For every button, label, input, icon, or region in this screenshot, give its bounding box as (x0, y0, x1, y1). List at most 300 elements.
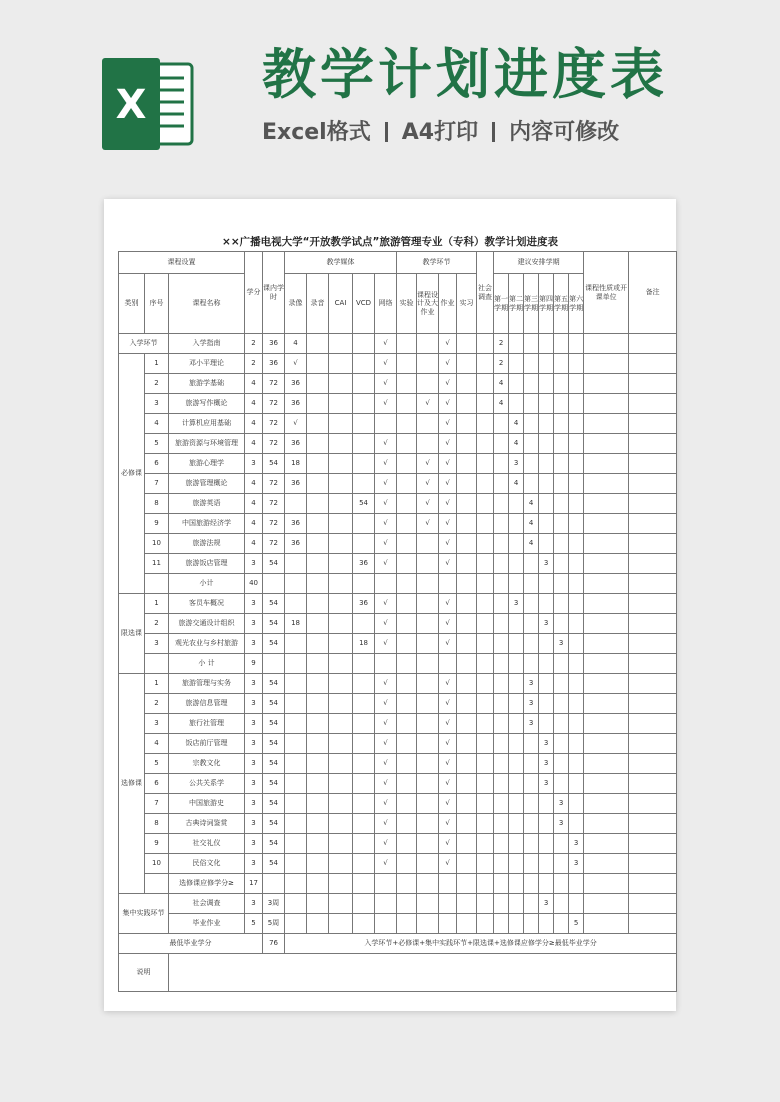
survey (477, 434, 494, 454)
sem2: 3 (509, 594, 524, 614)
table-row (119, 434, 677, 454)
table-row (119, 634, 677, 654)
homework: √ (439, 634, 457, 654)
course-name: 计算机应用基础 (169, 414, 245, 434)
credit: 3 (245, 754, 263, 774)
seq: 1 (145, 674, 169, 694)
network: √ (375, 474, 397, 494)
homework: √ (439, 714, 457, 734)
sem5 (554, 614, 569, 634)
subtitle-format: Excel格式 (262, 120, 371, 145)
hours: 72 (263, 534, 285, 554)
header-nature: 课程性质或开课单位 (584, 252, 629, 334)
audio (307, 394, 329, 414)
sem5: 3 (554, 814, 569, 834)
remark (629, 594, 677, 614)
cai (329, 414, 353, 434)
table-row (119, 754, 677, 774)
video (285, 854, 307, 874)
nature (584, 594, 629, 614)
vcd (353, 434, 375, 454)
table-row (119, 734, 677, 754)
vcd: 54 (353, 494, 375, 514)
table-row (119, 454, 677, 474)
nature (584, 714, 629, 734)
table-row (119, 774, 677, 794)
nature (584, 514, 629, 534)
header-credit: 学分 (245, 252, 263, 334)
survey (477, 614, 494, 634)
video (285, 834, 307, 854)
survey (477, 514, 494, 534)
sem4: 3 (539, 554, 554, 574)
design (417, 834, 439, 854)
sem3 (524, 734, 539, 754)
experiment (397, 794, 417, 814)
nature (584, 414, 629, 434)
design (417, 694, 439, 714)
sem2: 4 (509, 434, 524, 454)
header-cai: CAI (329, 274, 353, 334)
sem2 (509, 394, 524, 414)
vcd (353, 674, 375, 694)
homework: √ (439, 834, 457, 854)
audio (307, 614, 329, 634)
design: √ (417, 474, 439, 494)
design: √ (417, 394, 439, 414)
network: √ (375, 774, 397, 794)
video: 4 (285, 334, 307, 354)
vcd (353, 514, 375, 534)
audio (307, 594, 329, 614)
table-row (119, 554, 677, 574)
course-name: 社交礼仪 (169, 834, 245, 854)
sem2 (509, 674, 524, 694)
network: √ (375, 554, 397, 574)
sem4 (539, 474, 554, 494)
video: 36 (285, 514, 307, 534)
remark (629, 834, 677, 854)
vcd (353, 734, 375, 754)
cai (329, 714, 353, 734)
subtotal-label: 小 计 (169, 654, 245, 674)
homework: √ (439, 814, 457, 834)
excel-logo-icon (100, 58, 196, 150)
category-label: 必修课 (119, 354, 145, 594)
credit: 4 (245, 494, 263, 514)
nature (584, 694, 629, 714)
vcd (353, 854, 375, 874)
sem1 (494, 434, 509, 454)
sem3 (524, 474, 539, 494)
cai (329, 354, 353, 374)
cai (329, 474, 353, 494)
header-media: 教学媒体 (285, 252, 397, 274)
credit: 4 (245, 514, 263, 534)
practice (457, 354, 477, 374)
sem4 (539, 814, 554, 834)
sem2 (509, 694, 524, 714)
credit: 3 (245, 714, 263, 734)
sem6 (569, 774, 584, 794)
homework: √ (439, 674, 457, 694)
course-name: 宗教文化 (169, 754, 245, 774)
remark (629, 514, 677, 534)
practice (457, 734, 477, 754)
vcd (353, 454, 375, 474)
banner-subtitle (262, 122, 619, 144)
network: √ (375, 814, 397, 834)
sem3 (524, 434, 539, 454)
table-row (119, 914, 677, 934)
credit: 5 (245, 914, 263, 934)
homework: √ (439, 374, 457, 394)
subtotal-credit: 17 (245, 874, 263, 894)
header-course-name: 课程名称 (169, 274, 245, 334)
subtotal-row (119, 654, 677, 674)
sem4: 3 (539, 754, 554, 774)
design (417, 434, 439, 454)
sem1 (494, 594, 509, 614)
video: 36 (285, 374, 307, 394)
course-name: 毕业作业 (169, 914, 245, 934)
video: √ (285, 414, 307, 434)
course-name: 旅游写作概论 (169, 394, 245, 414)
sem2 (509, 754, 524, 774)
sem5 (554, 414, 569, 434)
sem2 (509, 534, 524, 554)
practice (457, 454, 477, 474)
sem3 (524, 414, 539, 434)
sem4 (539, 394, 554, 414)
table-row (119, 514, 677, 534)
remark (629, 414, 677, 434)
hours: 72 (263, 494, 285, 514)
header-video: 录像 (285, 274, 307, 334)
sem6: 5 (569, 914, 584, 934)
video: 36 (285, 534, 307, 554)
table-row (119, 714, 677, 734)
experiment (397, 454, 417, 474)
sem2 (509, 354, 524, 374)
audio (307, 354, 329, 374)
course-name: 旅游管理与实务 (169, 674, 245, 694)
credit: 4 (245, 394, 263, 414)
header-sem4: 第四学期 (539, 274, 554, 334)
header-design: 课程设计及大作业 (417, 274, 439, 334)
header-hours: 课内学时 (263, 252, 285, 334)
sem3 (524, 634, 539, 654)
hours: 54 (263, 774, 285, 794)
sem5 (554, 774, 569, 794)
sem1: 4 (494, 374, 509, 394)
credit: 2 (245, 354, 263, 374)
nature (584, 794, 629, 814)
cai (329, 614, 353, 634)
nature (584, 734, 629, 754)
seq: 10 (145, 854, 169, 874)
network: √ (375, 834, 397, 854)
course-name: 公共关系学 (169, 774, 245, 794)
credit: 3 (245, 634, 263, 654)
audio (307, 794, 329, 814)
cai (329, 454, 353, 474)
design (417, 374, 439, 394)
design (417, 794, 439, 814)
sem5 (554, 494, 569, 514)
credit: 3 (245, 554, 263, 574)
sem3 (524, 854, 539, 874)
audio (307, 834, 329, 854)
remark (629, 394, 677, 414)
network: √ (375, 594, 397, 614)
cai (329, 694, 353, 714)
seq: 3 (145, 394, 169, 414)
audio (307, 734, 329, 754)
sem5 (554, 434, 569, 454)
credit: 4 (245, 414, 263, 434)
sem6: 3 (569, 834, 584, 854)
video: √ (285, 354, 307, 374)
sem2 (509, 854, 524, 874)
sem2: 3 (509, 454, 524, 474)
network: √ (375, 514, 397, 534)
sem6 (569, 474, 584, 494)
header-seq: 序号 (145, 274, 169, 334)
header-sem6: 第六学期 (569, 274, 584, 334)
sem2 (509, 774, 524, 794)
hours: 72 (263, 394, 285, 414)
header-experiment: 实验 (397, 274, 417, 334)
audio (307, 754, 329, 774)
video (285, 794, 307, 814)
vcd (353, 414, 375, 434)
seq: 2 (145, 374, 169, 394)
design: √ (417, 494, 439, 514)
audio (307, 814, 329, 834)
nature (584, 554, 629, 574)
remark (629, 634, 677, 654)
experiment (397, 634, 417, 654)
practice (457, 394, 477, 414)
sem4 (539, 494, 554, 514)
sem1 (494, 774, 509, 794)
course-name: 客员车概况 (169, 594, 245, 614)
sem4 (539, 854, 554, 874)
nature (584, 354, 629, 374)
network: √ (375, 534, 397, 554)
sem5 (554, 534, 569, 554)
hours: 54 (263, 834, 285, 854)
video: 36 (285, 434, 307, 454)
experiment (397, 594, 417, 614)
sem4 (539, 694, 554, 714)
sem5 (554, 834, 569, 854)
sem4 (539, 914, 554, 934)
network: √ (375, 454, 397, 474)
sem6 (569, 674, 584, 694)
sem2 (509, 714, 524, 734)
credit: 4 (245, 374, 263, 394)
sem6: 3 (569, 854, 584, 874)
network: √ (375, 714, 397, 734)
video: 36 (285, 394, 307, 414)
remark (629, 494, 677, 514)
remark (629, 614, 677, 634)
sem6 (569, 614, 584, 634)
sem1 (494, 794, 509, 814)
hours: 54 (263, 714, 285, 734)
cai (329, 674, 353, 694)
credit: 4 (245, 534, 263, 554)
survey (477, 834, 494, 854)
experiment (397, 474, 417, 494)
header-audio: 录音 (307, 274, 329, 334)
sem5 (554, 354, 569, 374)
subtotal-row (119, 574, 677, 594)
sem3 (524, 394, 539, 414)
network: √ (375, 634, 397, 654)
sem5 (554, 554, 569, 574)
header-remark: 备注 (629, 252, 677, 334)
design (417, 614, 439, 634)
experiment (397, 854, 417, 874)
sem4 (539, 374, 554, 394)
header-sem3: 第三学期 (524, 274, 539, 334)
sem2 (509, 374, 524, 394)
network: √ (375, 494, 397, 514)
credit: 3 (245, 774, 263, 794)
survey (477, 634, 494, 654)
sem3 (524, 374, 539, 394)
sem3 (524, 774, 539, 794)
vcd (353, 834, 375, 854)
vcd: 36 (353, 554, 375, 574)
practice (457, 414, 477, 434)
experiment (397, 694, 417, 714)
sem6 (569, 594, 584, 614)
subtotal-label: 小计 (169, 574, 245, 594)
audio (307, 554, 329, 574)
sem4 (539, 454, 554, 474)
entry-label: 入学环节 (119, 334, 169, 354)
sem5 (554, 674, 569, 694)
hours: 54 (263, 594, 285, 614)
audio (307, 374, 329, 394)
sem1 (494, 854, 509, 874)
homework: √ (439, 794, 457, 814)
cai (329, 774, 353, 794)
homework: √ (439, 494, 457, 514)
homework: √ (439, 474, 457, 494)
survey (477, 714, 494, 734)
audio (307, 714, 329, 734)
min-credits-value: 76 (263, 934, 285, 954)
sem3 (524, 354, 539, 374)
network: √ (375, 754, 397, 774)
table-row (119, 794, 677, 814)
audio (307, 454, 329, 474)
course-name: 旅游资源与环境管理 (169, 434, 245, 454)
credit: 2 (245, 334, 263, 354)
min-credits-formula: 入学环节+必修课+集中实践环节+限选课+选修课应修学分≥最低毕业学分 (285, 934, 677, 954)
remark (629, 674, 677, 694)
experiment (397, 354, 417, 374)
sem6 (569, 554, 584, 574)
network: √ (375, 694, 397, 714)
survey (477, 774, 494, 794)
audio (307, 634, 329, 654)
experiment (397, 514, 417, 534)
audio (307, 474, 329, 494)
sem1 (494, 834, 509, 854)
sem4: 3 (539, 734, 554, 754)
cai (329, 794, 353, 814)
sem3: 4 (524, 494, 539, 514)
remark (629, 454, 677, 474)
sem2 (509, 834, 524, 854)
vcd (353, 814, 375, 834)
sem5 (554, 594, 569, 614)
subtotal-credit: 9 (245, 654, 263, 674)
table-row (119, 814, 677, 834)
hours: 54 (263, 674, 285, 694)
seq: 9 (145, 834, 169, 854)
practice (457, 474, 477, 494)
network: √ (375, 614, 397, 634)
audio (307, 494, 329, 514)
header-category: 类别 (119, 274, 145, 334)
survey (477, 494, 494, 514)
hours: 54 (263, 454, 285, 474)
sem4: 3 (539, 894, 554, 914)
header-survey: 社会调查 (477, 252, 494, 334)
vcd: 18 (353, 634, 375, 654)
practice (457, 814, 477, 834)
network: √ (375, 354, 397, 374)
credit: 3 (245, 814, 263, 834)
subtotal-row (119, 874, 677, 894)
sem5 (554, 514, 569, 534)
vcd (353, 694, 375, 714)
banner-title: 教学计划进度表 (262, 43, 668, 106)
subtitle-print: A4打印 (401, 120, 479, 145)
table-row (119, 394, 677, 414)
table-row (119, 854, 677, 874)
nature (584, 814, 629, 834)
hours: 36 (263, 334, 285, 354)
design (417, 734, 439, 754)
hours: 3周 (263, 894, 285, 914)
hours: 54 (263, 854, 285, 874)
course-name: 旅游心理学 (169, 454, 245, 474)
course-name: 旅游交通设计组织 (169, 614, 245, 634)
nature (584, 394, 629, 414)
vcd (353, 394, 375, 414)
experiment (397, 374, 417, 394)
banner (0, 0, 780, 195)
sem6 (569, 754, 584, 774)
vcd (353, 714, 375, 734)
nature (584, 634, 629, 654)
design (417, 814, 439, 834)
audio (307, 694, 329, 714)
sem3: 4 (524, 514, 539, 534)
notes-label: 说明 (119, 954, 169, 992)
design (417, 754, 439, 774)
remark (629, 534, 677, 554)
divider (385, 122, 388, 142)
